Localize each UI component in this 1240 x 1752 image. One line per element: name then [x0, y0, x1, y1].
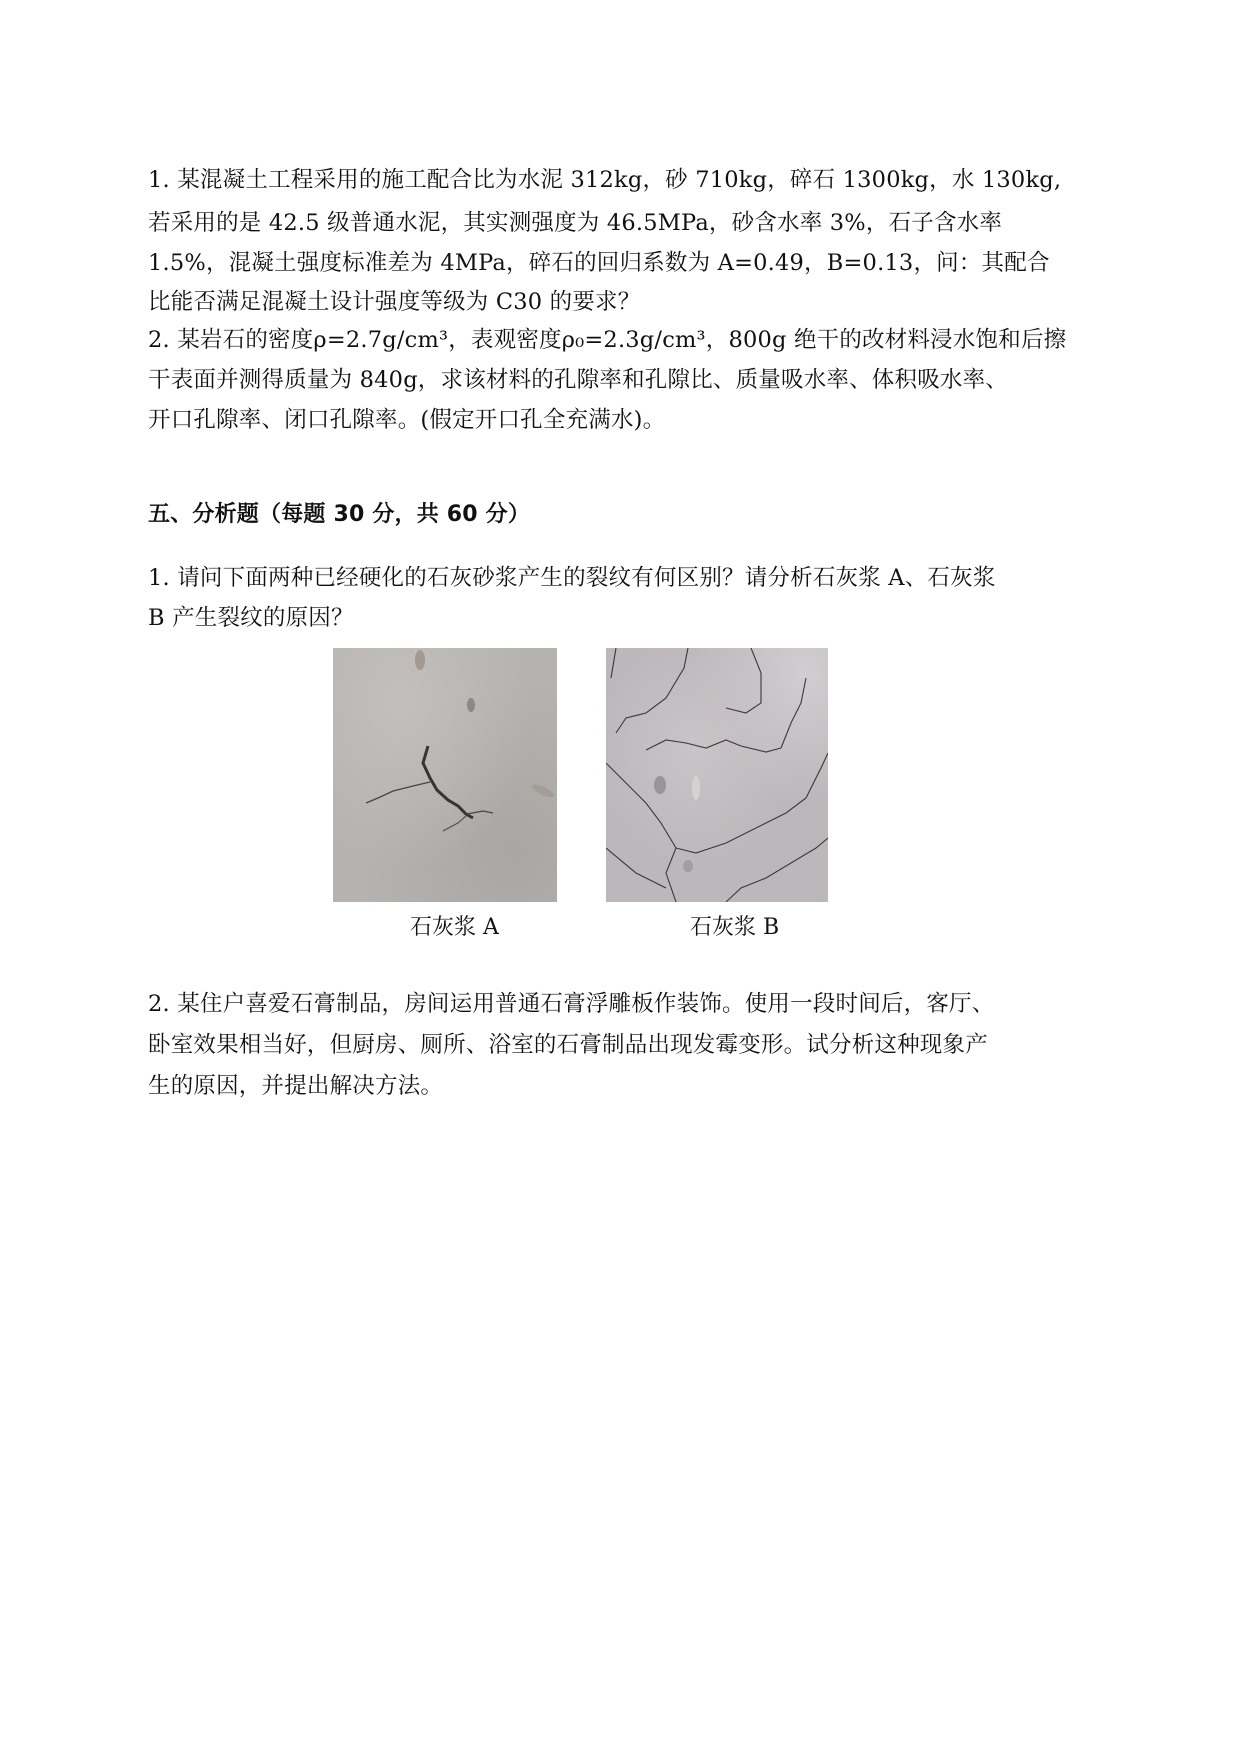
figure-a-caption: 石灰浆 A: [410, 915, 499, 940]
q4-2-line-3: 开口孔隙率、闭口孔隙率。(假定开口孔全充满水)。: [148, 407, 666, 433]
q4-2-line-2: 干表面并测得质量为 840g，求该材料的孔隙率和孔隙比、质量吸水率、体积吸水率、: [148, 367, 1009, 393]
lime-mortar-a-photo: [333, 648, 557, 902]
figure-b: [606, 648, 828, 902]
q5-2-line-3: 生的原因，并提出解决方法。: [148, 1073, 444, 1099]
q4-1-line-1: 1. 某混凝土工程采用的施工配合比为水泥 312kg，砂 710kg，碎石 1300kg，水 130kg,: [148, 167, 1062, 193]
section-heading: 五、分析题（每题 30 分，共 60 分）: [148, 502, 531, 527]
q4-1-line-2: 若采用的是 42.5 级普通水泥，其实测强度为 46.5MPa，砂含水率 3%，石子含水率: [148, 210, 1003, 236]
figure-a: [333, 648, 557, 902]
q4-1-line-3: 1.5%，混凝土强度标准差为 4MPa，碎石的回归系数为 A=0.49，B=0.13，问：其配合: [148, 250, 1050, 276]
q5-2-line-1: 2. 某住户喜爱石膏制品，房间运用普通石膏浮雕板作装饰。使用一段时间后，客厅、: [148, 991, 995, 1017]
q5-1-line-2: B 产生裂纹的原因？: [148, 605, 354, 631]
q4-2-line-1: 2. 某岩石的密度ρ=2.7g/cm³，表观密度ρ₀=2.3g/cm³，800g 绝干的改材料浸水饱和后擦: [148, 327, 1067, 353]
figure-b-caption: 石灰浆 B: [690, 915, 780, 940]
lime-mortar-b-photo: [606, 648, 828, 902]
q5-2-line-2: 卧室效果相当好，但厨房、厕所、浴室的石膏制品出现发霉变形。试分析这种现象产: [148, 1032, 988, 1058]
q5-1-line-1: 1. 请问下面两种已经硬化的石灰砂浆产生的裂纹有何区别？请分析石灰浆 A、石灰浆: [148, 565, 996, 591]
q4-1-line-4: 比能否满足混凝土设计强度等级为 C30 的要求？: [148, 289, 641, 315]
